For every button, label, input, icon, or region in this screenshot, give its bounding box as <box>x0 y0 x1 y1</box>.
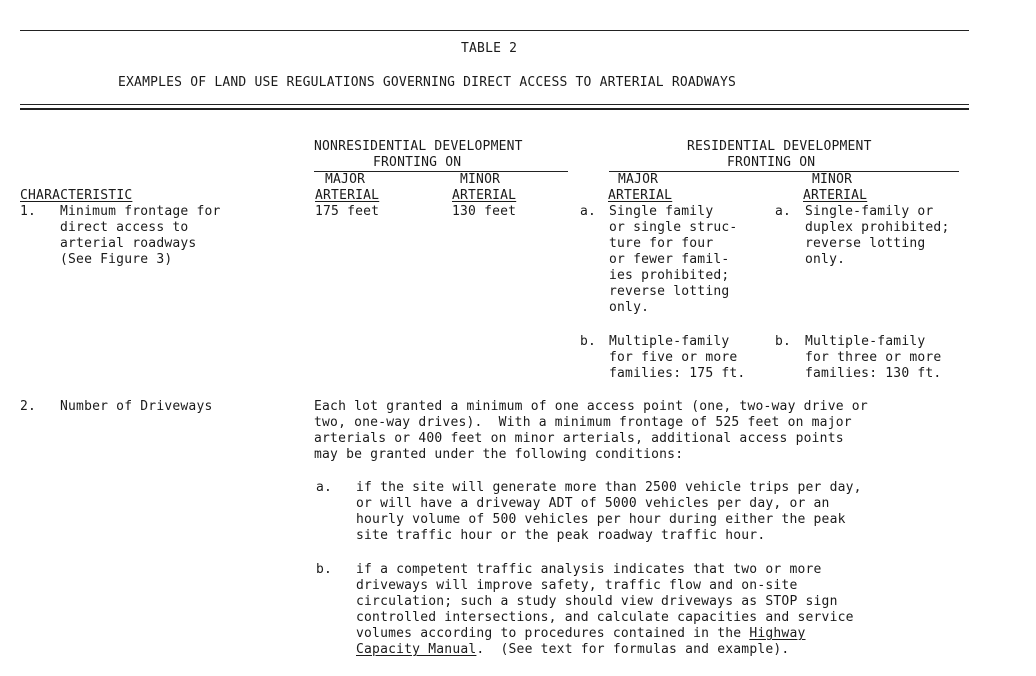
row2-b-line: controlled intersections, and calculate capacities and service <box>356 610 854 625</box>
header-characteristic: CHARACTERISTIC <box>20 188 133 203</box>
table-title: EXAMPLES OF LAND USE REGULATIONS GOVERNING DIRECT ACCESS TO ARTERIAL ROADWAYS <box>118 75 737 90</box>
row1-res-major-a-line: or fewer famil- <box>609 252 730 267</box>
row1-res-minor-b-marker: b. <box>775 334 792 349</box>
row1-res-minor-a-line: Single-family or <box>805 204 934 219</box>
header-arterial-nonres-minor: ARTERIAL <box>452 188 517 203</box>
header-minor-nonres: MINOR <box>460 172 501 187</box>
row1-res-major-b-line: Multiple-family <box>609 334 730 349</box>
header-major-res: MAJOR <box>618 172 659 187</box>
row2-b-line-text: volumes according to procedures contained in the <box>356 626 742 641</box>
row1-res-minor-a-line: reverse lotting <box>805 236 926 251</box>
row1-nonres-minor-value: 130 feet <box>452 204 517 219</box>
row2-intro-line: arterials or 400 feet on minor arterials, additional access points <box>314 431 844 446</box>
row2-b-line: driveways will improve safety, traffic flow and on-site <box>356 578 798 593</box>
row1-res-minor-b-line: for three or more <box>805 350 942 365</box>
row1-res-minor-b-line: Multiple-family <box>805 334 926 349</box>
row1-res-minor-a-line: duplex prohibited; <box>805 220 950 235</box>
header-nonres-line1: NONRESIDENTIAL DEVELOPMENT <box>314 139 523 154</box>
header-arterial-nonres-major: ARTERIAL <box>315 188 380 203</box>
row1-label-line: arterial roadways <box>60 236 197 251</box>
highway-capacity-manual-ref-part2: Capacity Manual <box>356 642 477 657</box>
row2-b-line: circulation; such a study should view driveways as STOP sign <box>356 594 838 609</box>
header-nonres-line2: FRONTING ON <box>373 155 462 170</box>
title-rule-lower <box>20 108 969 110</box>
row2-label: Number of Driveways <box>60 399 213 414</box>
res-header-rule <box>609 171 959 172</box>
top-rule <box>20 30 969 31</box>
header-res-line1: RESIDENTIAL DEVELOPMENT <box>687 139 872 154</box>
table-number: TABLE 2 <box>461 41 518 56</box>
row1-label-line: Minimum frontage for <box>60 204 221 219</box>
header-arterial-res-major: ARTERIAL <box>608 188 673 203</box>
row1-res-minor-a-marker: a. <box>775 204 792 219</box>
row2-intro-line: Each lot granted a minimum of one access point (one, two-way drive or <box>314 399 868 414</box>
row2-a-marker: a. <box>316 480 333 495</box>
row1-res-major-b-line: for five or more <box>609 350 738 365</box>
highway-capacity-manual-ref-part1: Highway <box>749 626 806 641</box>
title-rule-upper <box>20 104 969 105</box>
row1-label-line: direct access to <box>60 220 189 235</box>
row2-b-line <box>356 626 806 642</box>
row1-res-minor-b-line: families: 130 ft. <box>805 366 942 381</box>
row1-res-minor-a-line: only. <box>805 252 846 267</box>
header-res-line2: FRONTING ON <box>727 155 816 170</box>
row2-a-line: or will have a driveway ADT of 5000 vehicles per day, or an <box>356 496 830 511</box>
row2-a-line: if the site will generate more than 2500 vehicle trips per day, <box>356 480 862 495</box>
row1-nonres-major-value: 175 feet <box>315 204 380 219</box>
row2-number: 2. <box>20 399 37 414</box>
row2-b-line <box>356 642 789 658</box>
row1-res-major-a-line: ture for four <box>609 236 714 251</box>
row1-label-line: (See Figure 3) <box>60 252 173 267</box>
header-minor-res: MINOR <box>812 172 853 187</box>
row1-res-major-a-line: reverse lotting <box>609 284 730 299</box>
row1-res-major-a-line: ies prohibited; <box>609 268 730 283</box>
row1-res-major-b-marker: b. <box>580 334 597 349</box>
row1-res-major-a-line: or single struc- <box>609 220 738 235</box>
row1-res-major-b-line: families: 175 ft. <box>609 366 746 381</box>
row1-res-major-a-marker: a. <box>580 204 597 219</box>
row2-b-tail: . (See text for formulas and example). <box>476 642 790 657</box>
row2-a-line: hourly volume of 500 vehicles per hour during either the peak <box>356 512 846 527</box>
row1-res-major-a-line: Single family <box>609 204 714 219</box>
row2-intro-line: two, one-way drives). With a minimum frontage of 525 feet on major <box>314 415 852 430</box>
header-arterial-res-minor: ARTERIAL <box>803 188 868 203</box>
row2-b-line: if a competent traffic analysis indicates that two or more <box>356 562 822 577</box>
row2-a-line: site traffic hour or the peak roadway traffic hour. <box>356 528 766 543</box>
header-major-nonres: MAJOR <box>325 172 366 187</box>
row2-b-marker: b. <box>316 562 333 577</box>
row1-number: 1. <box>20 204 37 219</box>
row1-res-major-a-line: only. <box>609 300 650 315</box>
row2-intro-line: may be granted under the following conditions: <box>314 447 684 462</box>
